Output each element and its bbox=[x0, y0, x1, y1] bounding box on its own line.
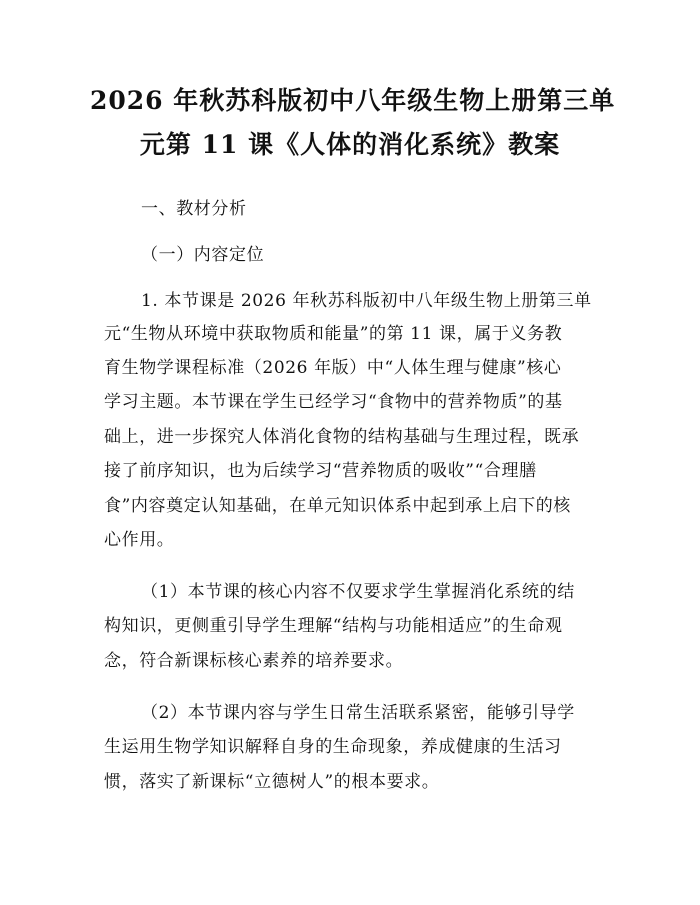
paragraph-line: （2）本节课内容与学生日常生活联系紧密，能够引导学 bbox=[141, 703, 575, 723]
paragraph-line: 念，符合新课标核心素养的培养要求。 bbox=[104, 651, 404, 671]
paragraph-line: 食”内容奠定认知基础，在单元知识体系中起到承上启下的核 bbox=[104, 496, 571, 516]
subsection-heading: （一）内容定位 bbox=[141, 245, 265, 265]
document-title-line-1: 2026 年秋苏科版初中八年级生物上册第三单 bbox=[90, 86, 616, 115]
paragraph-line: 接了前序知识，也为后续学习“营养物质的吸收”“合理膳 bbox=[104, 461, 537, 481]
paragraph-line: 构知识，更侧重引导学生理解“结构与功能相适应”的生命观 bbox=[104, 616, 563, 636]
paragraph-line: 心作用。 bbox=[104, 530, 175, 550]
paragraph-line: 元“生物从环境中获取物质和能量”的第 11 课，属于义务教 bbox=[104, 324, 563, 344]
section-heading: 一、教材分析 bbox=[141, 199, 247, 219]
paragraph-line: 惯，落实了新课标“立德树人”的根本要求。 bbox=[104, 772, 440, 792]
paragraph-line: 础上，进一步探究人体消化食物的结构基础与生理过程，既承 bbox=[104, 427, 580, 447]
document-title-line-2: 元第 11 课《人体的消化系统》教案 bbox=[139, 130, 561, 159]
paragraph-line: （1）本节课的核心内容不仅要求学生掌握消化系统的结 bbox=[141, 582, 575, 602]
paragraph-line: 学习主题。本节课在学生已经学习“食物中的营养物质”的基 bbox=[104, 392, 563, 412]
paragraph-line: 生运用生物学知识解释自身的生命现象，养成健康的生活习 bbox=[104, 737, 562, 757]
paragraph-line: 育生物学课程标准（2026 年版）中“人体生理与健康”核心 bbox=[104, 358, 562, 378]
paragraph-line: 1. 本节课是 2026 年秋苏科版初中八年级生物上册第三单 bbox=[141, 291, 592, 311]
